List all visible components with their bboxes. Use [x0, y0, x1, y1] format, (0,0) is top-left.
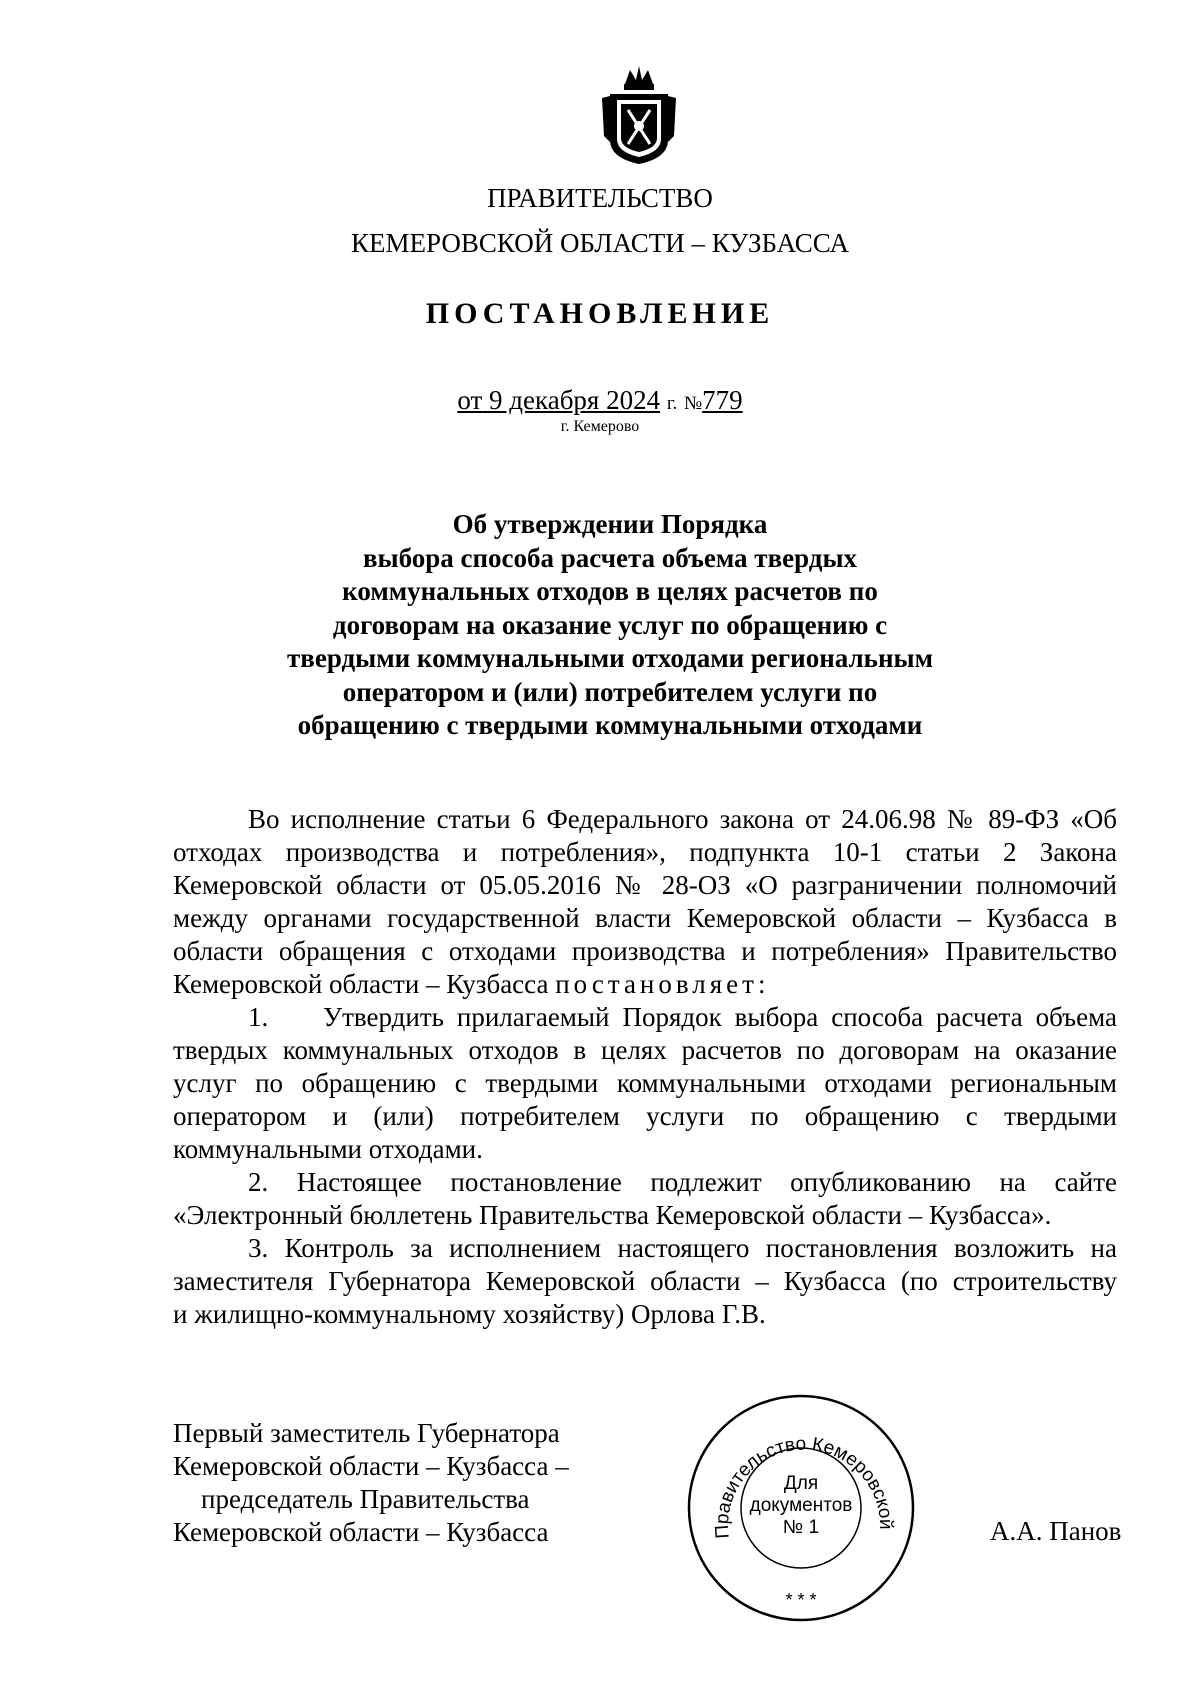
- authority-name-line1: ПРАВИТЕЛЬСТВО: [487, 183, 713, 213]
- signatory-position-line: председатель Правительства: [201, 1484, 530, 1514]
- signatory-position-line: Кемеровской области – Кузбасса: [173, 1517, 549, 1547]
- item1-line: услуг по обращению с твердыми коммунальными отходами региональным: [173, 1068, 1117, 1098]
- item2-last-line: «Электронный бюллетень Правительства Кемеровской области – Кузбасса».: [173, 1200, 1052, 1230]
- item3-first-line: 3. Контроль за исполнением настоящего постановления возложить на: [248, 1233, 1117, 1263]
- title-line: обращению с твердыми коммунальными отходами: [297, 710, 923, 740]
- preamble-line: Во исполнение статьи 6 Федерального закона от 24.06.98 № 89-ФЗ «Об: [248, 804, 1117, 834]
- year-suffix: г.: [666, 393, 678, 414]
- document-kind-heading: ПОСТАНОВЛЕНИЕ: [425, 297, 775, 330]
- signatory-position-line: Первый заместитель Губернатора: [173, 1418, 560, 1448]
- item3-last-line: и жилищно-коммунальному хозяйству) Орлова Г.В.: [173, 1299, 766, 1329]
- item1-line: оператором и (или) потребителем услуги по обращению с твердыми: [173, 1101, 1117, 1131]
- document-date: 9 декабря 2024: [489, 385, 661, 415]
- item1-last-line: коммунальными отходами.: [173, 1134, 483, 1164]
- signatory-position-line: Кемеровской области – Кузбасса –: [173, 1451, 569, 1481]
- title-line: Об утверждении Порядка: [452, 509, 768, 539]
- signatory-name: А.А. Панов: [990, 1516, 1122, 1546]
- preamble-line: области обращения с отходами производства и потребления» Правительство: [173, 936, 1117, 966]
- coat-of-arms-emblem: [600, 62, 678, 166]
- seal-center-line: № 1: [782, 1517, 820, 1538]
- signatory-position: [173, 1417, 569, 1549]
- seal-center-line: документов: [749, 1495, 853, 1516]
- title-line: оператором и (или) потребителем услуги по: [342, 676, 878, 707]
- number-sign: №: [684, 393, 703, 414]
- title-line: коммунальных отходов в целях расчетов по: [342, 576, 878, 606]
- preamble-line: между органами государственной власти Кемеровской области – Кузбасса в: [173, 903, 1117, 933]
- item3-line: заместителя Губернатора Кемеровской области – Кузбасса (по строительству: [173, 1266, 1117, 1296]
- preamble-last-line: [173, 968, 1117, 1001]
- document-title: [250, 508, 970, 743]
- item1-first-text: Утвердить прилагаемый Порядок выбора способа расчета объема: [323, 1002, 1117, 1032]
- resolves-word: постановляет:: [555, 969, 770, 999]
- item1-first-line: [173, 1001, 1117, 1034]
- item1-line: твердых коммунальных отходов в целях расчетов по договорам на оказание: [173, 1035, 1117, 1065]
- title-line: твердыми коммунальными отходами региональным: [287, 643, 933, 673]
- document-body: [173, 803, 1117, 1331]
- seal-stars: * * *: [785, 1590, 817, 1610]
- seal-center-line: Для: [783, 1473, 819, 1494]
- title-line: договорам на оказание услуг по обращению с: [332, 609, 888, 640]
- official-seal-stamp: [681, 1388, 921, 1628]
- date-prefix: от: [457, 385, 483, 415]
- seal-ring-text: Правительство Кемеровской: [711, 1433, 897, 1540]
- place-of-issue: г. Кемерово: [560, 418, 640, 435]
- date-number-line: [0, 385, 1200, 416]
- preamble-line: отходах производства и потребления», подпункта 10-1 статьи 2 Закона: [173, 837, 1117, 867]
- title-line: выбора способа расчета объема твердых: [362, 542, 858, 573]
- preamble-line: Кемеровской области от 05.05.2016 № 28-ОЗ «О разграничении полномочий: [173, 870, 1117, 900]
- document-number: 779: [702, 385, 743, 415]
- item2-first-line: 2. Настоящее постановление подлежит опубликованию на сайте: [248, 1167, 1117, 1197]
- item1-number: 1.: [248, 1002, 269, 1032]
- authority-name-line2: КЕМЕРОВСКОЙ ОБЛАСТИ – КУЗБАССА: [351, 228, 849, 258]
- preamble-last-text: Кемеровской области – Кузбасса: [173, 969, 549, 999]
